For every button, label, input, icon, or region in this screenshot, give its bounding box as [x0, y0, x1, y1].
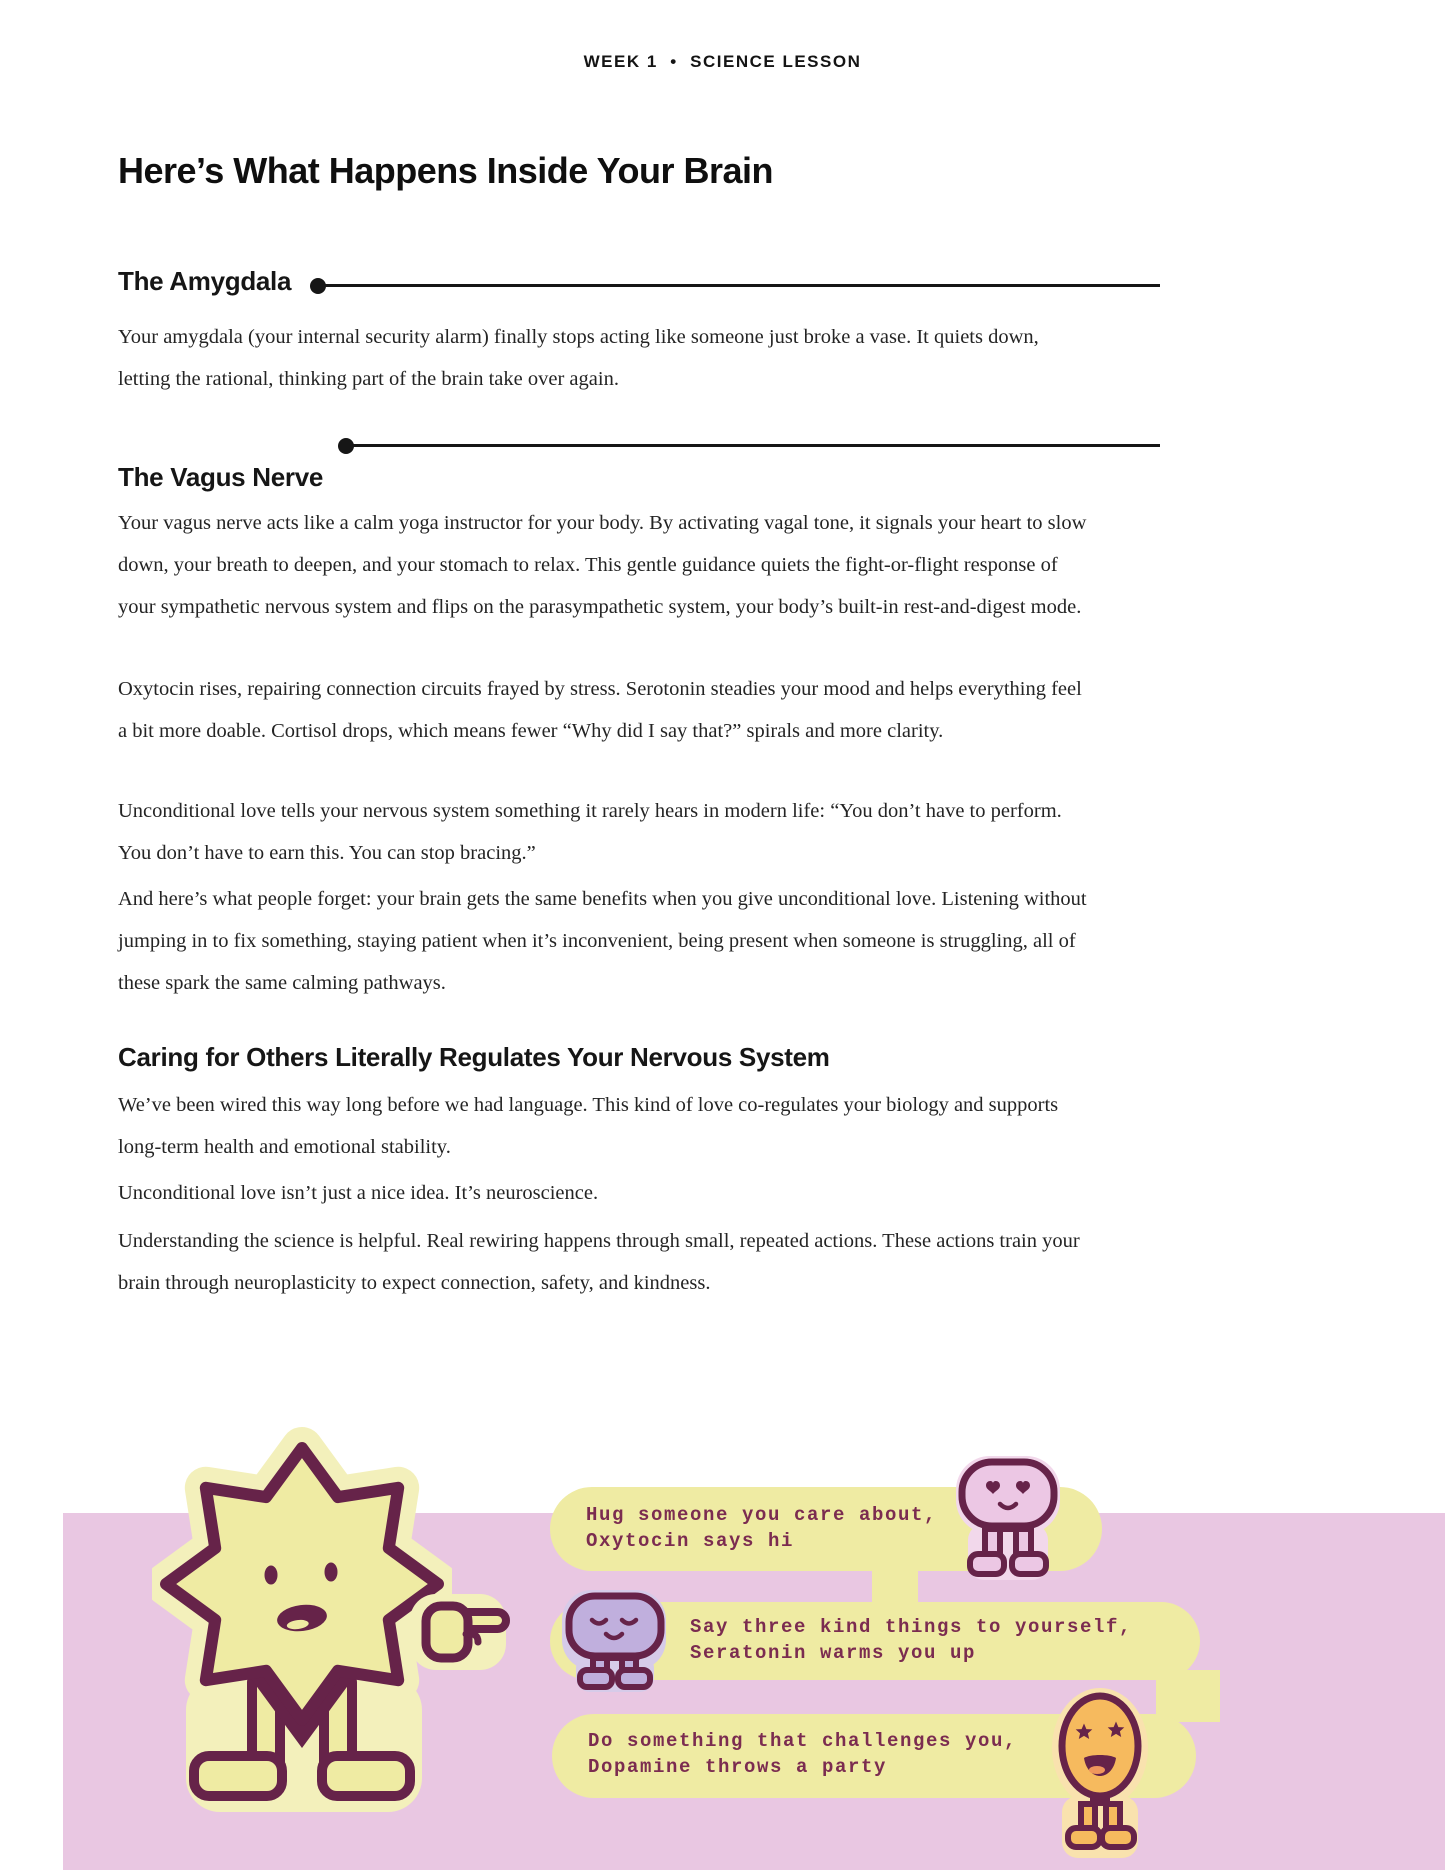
dopamine-left-foot — [1068, 1828, 1100, 1847]
paragraph-give-love: And here’s what people forget: your brain gets the same benefits when you give unconditional love. Listening without jumping in to fix something, staying patient when it’s inconvenient, being present when someone is struggling, all of these spark the same calming pathways. — [118, 888, 1087, 994]
vagus-rule — [346, 444, 1160, 447]
star-right-foot — [322, 1756, 410, 1796]
page-eyebrow: WEEK 1 • SCIENCE LESSON — [583, 52, 862, 71]
paragraph-wired: We’ve been wired this way long before we had language. This kind of love co-regulates your biology and supports long-term health and emotional stability. — [118, 1094, 1059, 1158]
vagus-paragraph: Your vagus nerve acts like a calm yoga instructor for your body. By activating vagal tone, it signals your heart to slow down, your breath to deepen, and your stomach to relax. This gentle guidance quiets the fight-or-flight response of your sympathetic nervous system and flips on the parasympathetic system, your body’s built-in rest-and-digest mode. — [118, 512, 1087, 618]
paragraph-understanding: Understanding the science is helpful. Real rewiring happens through small, repeated actions. These actions train your brain through neuroplasticity to expect connection, safety, and kindness. — [118, 1230, 1080, 1294]
star-left-foot — [194, 1756, 282, 1796]
serotonin-left-foot — [580, 1670, 612, 1687]
paragraph-neuroscience: Unconditional love isn’t just a nice idea. It’s neuroscience. — [118, 1182, 599, 1204]
paragraph-oxytocin: Oxytocin rises, repairing connection circuits frayed by stress. Serotonin steadies your mood and helps everything feel a bit more doable. Cortisol drops, which means fewer “Why did I say that?” spirals and more clarity. — [118, 678, 1082, 742]
dopamine-right-foot — [1102, 1828, 1134, 1847]
star-character — [152, 1426, 452, 1834]
serotonin-right-foot — [618, 1670, 650, 1687]
star-head — [166, 1448, 438, 1720]
oxytocin-left-foot — [970, 1554, 1004, 1574]
paragraph-unconditional: Unconditional love tells your nervous system something it rarely hears in modern life: “You don’t have to perform. You don’t have to earn this. You can stop bracing.” — [118, 800, 1062, 864]
star-right-eye — [325, 1563, 338, 1582]
star-character-hand — [408, 1590, 512, 1674]
bubble-text-serotonin: Say three kind things to yourself, Seratonin warms you up — [690, 1616, 1133, 1664]
serotonin-head — [569, 1596, 661, 1656]
heading-caring: Caring for Others Literally Regulates Your Nervous System — [118, 1042, 830, 1072]
amygdala-paragraph: Your amygdala (your internal security alarm) finally stops acting like someone just broke a vase. It quiets down, letting the rational, thinking part of the brain take over again. — [118, 326, 1039, 390]
bubble-text-oxytocin: Hug someone you care about, Oxytocin says hi — [586, 1504, 938, 1552]
heading-amygdala: The Amygdala — [118, 266, 292, 296]
bubble-text-dopamine: Do something that challenges you, Dopamine throws a party — [588, 1730, 1018, 1778]
bubble-connector-2 — [1156, 1670, 1220, 1722]
dopamine-head — [1062, 1696, 1138, 1796]
star-left-eye — [265, 1566, 278, 1585]
page-title: Here’s What Happens Inside Your Brain — [118, 150, 773, 191]
oxytocin-right-foot — [1012, 1554, 1046, 1574]
serotonin-calm-character — [556, 1590, 672, 1692]
fist — [426, 1606, 468, 1658]
oxytocin-head — [962, 1462, 1054, 1526]
dopamine-excited-character — [1050, 1686, 1150, 1860]
amygdala-rule — [318, 284, 1160, 287]
oxytocin-love-character — [956, 1456, 1060, 1582]
heading-vagus: The Vagus Nerve — [118, 462, 324, 492]
